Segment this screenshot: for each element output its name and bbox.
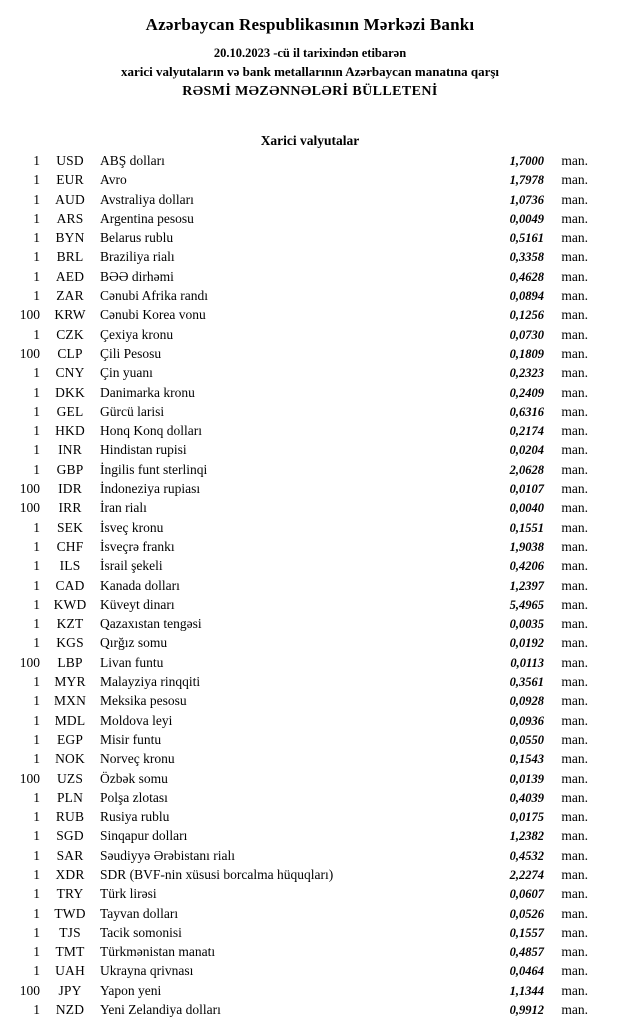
table-row <box>14 230 588 249</box>
currency-name: Yeni Zelandiya dolları <box>100 1002 221 1018</box>
unit-label: man. <box>561 847 588 863</box>
currency-name: Səudiyyə Ərəbistanı rialı <box>100 847 235 863</box>
currency-name: Argentina pesosu <box>100 210 194 226</box>
currency-name: Danimarka kronu <box>100 384 195 400</box>
section-title: Xarici valyutalar <box>260 133 360 148</box>
rate-value: 0,4628 <box>509 269 544 284</box>
unit-label: man. <box>561 654 588 670</box>
currency-name: İran rialı <box>100 500 147 516</box>
currency-name: İndoneziya rupiası <box>100 481 201 497</box>
quantity: 1 <box>33 153 40 168</box>
unit-label: man. <box>561 345 588 361</box>
unit-label: man. <box>561 963 588 979</box>
quantity: 1 <box>33 268 40 284</box>
currency-code: NOK <box>55 751 85 767</box>
currency-name: Gürcü larisi <box>100 403 165 419</box>
quantity: 100 <box>19 654 40 670</box>
currency-code: ILS <box>59 558 81 574</box>
quantity: 1 <box>33 693 40 709</box>
currency-name: BƏƏ dirhəmi <box>100 268 174 284</box>
currency-name: Sinqapur dolları <box>100 828 188 844</box>
scope-line: xarici valyutaların və bank metallarının Azərbaycan manatına qarşı <box>120 64 500 79</box>
quantity: 1 <box>33 384 40 400</box>
rate-value: 0,4532 <box>509 848 544 863</box>
table-row <box>14 481 588 500</box>
currency-code: USD <box>56 153 84 168</box>
table-row <box>14 867 588 886</box>
table-row <box>14 944 588 963</box>
rate-value: 2,2274 <box>509 867 544 882</box>
quantity: 100 <box>19 307 40 323</box>
currency-name: Ukrayna qrivnası <box>100 963 194 979</box>
rate-value: 0,0049 <box>509 211 544 226</box>
currency-code: DKK <box>55 384 85 400</box>
rate-value: 1,2382 <box>509 829 544 844</box>
rate-value: 0,0113 <box>510 655 544 670</box>
quantity: 1 <box>33 596 40 612</box>
quantity: 1 <box>33 866 40 882</box>
currency-name: Malayziya rinqqiti <box>100 674 201 690</box>
quantity: 1 <box>33 210 40 226</box>
rate-value: 0,0550 <box>509 732 544 747</box>
quantity: 1 <box>33 577 40 593</box>
currency-name: Moldova leyi <box>100 712 173 728</box>
currency-code: LBP <box>57 654 83 670</box>
rate-value: 1,7978 <box>509 173 544 188</box>
currency-code: AED <box>55 268 85 284</box>
currency-code: PLN <box>56 789 84 805</box>
currency-name: Polşa zlotası <box>100 789 168 805</box>
currency-code: XDR <box>55 866 85 882</box>
quantity: 100 <box>19 345 40 361</box>
rate-value: 0,1543 <box>509 752 544 767</box>
table-row <box>14 520 588 539</box>
table-row <box>14 963 588 982</box>
quantity: 1 <box>33 751 40 767</box>
quantity: 1 <box>33 924 40 940</box>
currency-name: Livan funtu <box>100 654 164 670</box>
table-row <box>14 616 588 635</box>
currency-code: BRL <box>56 249 84 265</box>
unit-label: man. <box>561 924 588 940</box>
currency-code: CAD <box>55 577 85 593</box>
table-row <box>14 423 588 442</box>
quantity: 1 <box>33 1002 40 1018</box>
table-row <box>14 693 588 712</box>
currency-code: SAR <box>56 847 84 863</box>
table-row <box>14 906 588 925</box>
table-row <box>14 153 588 172</box>
currency-name: Tacik somonisi <box>100 924 182 940</box>
table-row <box>14 346 588 365</box>
currency-code: CHF <box>56 538 84 554</box>
rate-value: 0,0936 <box>509 713 544 728</box>
rate-value: 2,0628 <box>509 462 544 477</box>
quantity: 1 <box>33 944 40 960</box>
currency-code: IDR <box>58 481 82 497</box>
unit-label: man. <box>561 635 588 651</box>
table-row <box>14 211 588 230</box>
rate-value: 0,4857 <box>509 945 544 960</box>
rate-value: 0,9912 <box>509 1003 544 1018</box>
table-row <box>14 404 588 423</box>
quantity: 1 <box>33 519 40 535</box>
currency-name: Türkmənistan manatı <box>100 944 216 960</box>
unit-label: man. <box>561 905 588 921</box>
table-row <box>14 578 588 597</box>
table-row <box>14 288 588 307</box>
unit-label: man. <box>561 828 588 844</box>
currency-name: Türk lirəsi <box>100 886 157 902</box>
rate-value: 0,3561 <box>509 675 544 690</box>
unit-label: man. <box>561 423 588 439</box>
quantity: 1 <box>33 365 40 381</box>
rate-value: 0,0192 <box>509 636 544 651</box>
table-row <box>14 172 588 191</box>
unit-label: man. <box>561 674 588 690</box>
unit-label: man. <box>561 172 588 188</box>
currency-name: Çexiya kronu <box>100 326 174 342</box>
currency-code: AUD <box>55 191 85 207</box>
quantity: 1 <box>33 326 40 342</box>
rate-value: 0,1256 <box>509 308 544 323</box>
table-row <box>14 442 588 461</box>
table-row <box>14 269 588 288</box>
effective-date-line: 20.10.2023 -cü il tarixindən etibarən <box>213 46 407 60</box>
currency-code: SGD <box>56 828 84 844</box>
currency-name: İsveç kronu <box>100 519 164 535</box>
currency-name: İsveçrə frankı <box>100 538 175 554</box>
currency-name: İngilis funt sterlinqi <box>100 461 208 477</box>
quantity: 1 <box>33 712 40 728</box>
quantity: 1 <box>33 461 40 477</box>
unit-label: man. <box>561 751 588 767</box>
currency-name: Belarus rublu <box>100 230 174 246</box>
currency-code: UAH <box>55 963 85 979</box>
currency-name: Norveç kronu <box>100 751 175 767</box>
currency-name: Avro <box>100 172 127 188</box>
quantity: 1 <box>33 789 40 805</box>
unit-label: man. <box>561 982 588 998</box>
currency-code: KRW <box>54 307 86 323</box>
currency-name: ABŞ dolları <box>100 153 165 168</box>
unit-label: man. <box>561 326 588 342</box>
rate-value: 1,1344 <box>509 983 544 998</box>
quantity: 1 <box>33 674 40 690</box>
rate-value: 5,4965 <box>509 597 544 612</box>
quantity: 1 <box>33 172 40 188</box>
currency-name: Avstraliya dolları <box>100 191 194 207</box>
quantity: 1 <box>33 847 40 863</box>
document-header <box>0 15 620 100</box>
rate-value: 0,0526 <box>509 906 544 921</box>
table-row <box>14 771 588 790</box>
currency-code: KZT <box>56 616 84 632</box>
rate-value: 0,0035 <box>509 617 544 632</box>
quantity: 1 <box>33 809 40 825</box>
unit-label: man. <box>561 519 588 535</box>
table-row <box>14 713 588 732</box>
quantity: 1 <box>33 905 40 921</box>
currency-name: Yapon yeni <box>100 982 162 998</box>
unit-label: man. <box>561 230 588 246</box>
currency-code: TRY <box>56 886 84 902</box>
currency-name: Braziliya rialı <box>100 249 175 265</box>
unit-label: man. <box>561 886 588 902</box>
currency-code: CZK <box>56 326 84 342</box>
rate-value: 0,0175 <box>509 810 544 825</box>
rate-value: 0,0204 <box>509 443 544 458</box>
currency-name: Qazaxıstan tengəsi <box>100 616 202 632</box>
currency-name: Özbək somu <box>100 770 168 786</box>
table-row <box>14 635 588 654</box>
currency-code: HKD <box>55 423 85 439</box>
currency-name: Küveyt dinarı <box>100 596 175 612</box>
currency-code: KWD <box>53 596 87 612</box>
currency-name: Çin yuanı <box>100 365 153 381</box>
currency-name: SDR (BVF-nin xüsusi borcalma hüquqları) <box>100 866 334 882</box>
rate-value: 0,0607 <box>509 887 544 902</box>
unit-label: man. <box>561 191 588 207</box>
quantity: 1 <box>33 635 40 651</box>
unit-label: man. <box>561 500 588 516</box>
table-row <box>14 192 588 211</box>
unit-label: man. <box>561 731 588 747</box>
rate-value: 1,9038 <box>509 539 544 554</box>
rate-value: 0,2323 <box>509 366 544 381</box>
table-row <box>14 385 588 404</box>
currency-code: JPY <box>58 982 82 998</box>
currency-code: EUR <box>56 172 84 188</box>
table-row <box>14 539 588 558</box>
rate-value: 0,0894 <box>509 289 544 304</box>
currency-code: GBP <box>56 461 84 477</box>
currency-code: RUB <box>55 809 85 825</box>
rate-value: 0,2409 <box>509 385 544 400</box>
unit-label: man. <box>561 153 588 168</box>
rate-value: 0,3358 <box>509 250 544 265</box>
quantity: 1 <box>33 731 40 747</box>
unit-label: man. <box>561 1002 588 1018</box>
quantity: 100 <box>19 982 40 998</box>
table-row <box>14 848 588 867</box>
rate-value: 0,0464 <box>509 964 544 979</box>
currency-name: Çili Pesosu <box>100 345 162 361</box>
quantity: 1 <box>33 538 40 554</box>
unit-label: man. <box>561 538 588 554</box>
currency-name: Tayvan dolları <box>100 905 179 921</box>
table-row <box>14 655 588 674</box>
unit-label: man. <box>561 210 588 226</box>
rate-value: 1,0736 <box>509 192 544 207</box>
currency-code: TJS <box>59 924 81 940</box>
table-row <box>14 828 588 847</box>
quantity: 1 <box>33 963 40 979</box>
unit-label: man. <box>561 616 588 632</box>
table-row <box>14 1002 588 1021</box>
unit-label: man. <box>561 712 588 728</box>
currency-code: UZS <box>56 770 84 786</box>
table-row <box>14 249 588 268</box>
rate-value: 1,2397 <box>509 578 544 593</box>
rate-value: 0,0928 <box>509 694 544 709</box>
currency-name: Rusiya rublu <box>100 809 170 825</box>
table-row <box>14 674 588 693</box>
unit-label: man. <box>561 268 588 284</box>
currency-name: Cənubi Korea vonu <box>100 307 206 323</box>
currency-code: KGS <box>56 635 84 651</box>
table-row <box>14 500 588 519</box>
table-row <box>14 751 588 770</box>
rate-value: 0,5161 <box>509 231 544 246</box>
currency-name: Qırğız somu <box>100 635 168 651</box>
unit-label: man. <box>561 693 588 709</box>
unit-label: man. <box>561 249 588 265</box>
rate-value: 0,2174 <box>509 424 544 439</box>
unit-label: man. <box>561 558 588 574</box>
rate-value: 0,0139 <box>509 771 544 786</box>
currency-code: TMT <box>55 944 85 960</box>
unit-label: man. <box>561 461 588 477</box>
quantity: 1 <box>33 616 40 632</box>
table-row <box>14 365 588 384</box>
header-subtitle-block <box>0 46 620 100</box>
unit-label: man. <box>561 770 588 786</box>
quantity: 100 <box>19 770 40 786</box>
quantity: 1 <box>33 403 40 419</box>
table-row <box>14 327 588 346</box>
unit-label: man. <box>561 789 588 805</box>
rate-value: 0,4206 <box>509 559 544 574</box>
quantity: 1 <box>33 442 40 458</box>
bulletin-title: RƏSMİ MƏZƏNNƏLƏRİ BÜLLETENİ <box>182 84 438 99</box>
currency-code: ARS <box>56 210 84 226</box>
unit-label: man. <box>561 577 588 593</box>
currency-code: CNY <box>55 365 85 381</box>
quantity: 1 <box>33 191 40 207</box>
currency-name: Misir funtu <box>100 731 162 747</box>
table-row <box>14 307 588 326</box>
quantity: 1 <box>33 886 40 902</box>
table-row <box>14 732 588 751</box>
currency-name: Kanada dolları <box>100 577 180 593</box>
unit-label: man. <box>561 403 588 419</box>
currency-name: İsrail şekeli <box>100 558 163 574</box>
rate-value: 0,6316 <box>509 404 544 419</box>
table-row <box>14 790 588 809</box>
rate-value: 0,1809 <box>509 346 544 361</box>
currency-name: Cənubi Afrika randı <box>100 288 208 304</box>
currency-code: GEL <box>56 403 84 419</box>
rate-value: 0,1557 <box>509 925 544 940</box>
rates-table <box>0 153 620 1021</box>
rate-value: 0,0730 <box>509 327 544 342</box>
quantity: 1 <box>33 288 40 304</box>
quantity: 1 <box>33 828 40 844</box>
unit-label: man. <box>561 288 588 304</box>
currency-code: BYN <box>55 230 85 246</box>
unit-label: man. <box>561 944 588 960</box>
unit-label: man. <box>561 307 588 323</box>
currency-code: ZAR <box>56 288 84 304</box>
table-row <box>14 462 588 481</box>
bank-name: Azərbaycan Respublikasının Mərkəzi Bankı <box>145 15 475 34</box>
unit-label: man. <box>561 442 588 458</box>
quantity: 100 <box>19 500 40 516</box>
currency-name: Honq Konq dolları <box>100 423 202 439</box>
currency-code: EGP <box>56 731 84 747</box>
quantity: 1 <box>33 249 40 265</box>
rate-value: 1,7000 <box>509 154 544 168</box>
table-row <box>14 597 588 616</box>
currency-code: MYR <box>54 674 86 690</box>
unit-label: man. <box>561 365 588 381</box>
unit-label: man. <box>561 866 588 882</box>
unit-label: man. <box>561 809 588 825</box>
table-row <box>14 558 588 577</box>
currency-code: MDL <box>54 712 86 728</box>
currency-code: IRR <box>58 500 82 516</box>
rate-value: 0,0040 <box>509 501 544 516</box>
table-row <box>14 886 588 905</box>
table-row <box>14 983 588 1002</box>
currency-code: INR <box>58 442 82 458</box>
currency-code: MXN <box>53 693 87 709</box>
currency-code: TWD <box>54 905 86 921</box>
currency-code: SEK <box>56 519 84 535</box>
quantity: 100 <box>19 481 40 497</box>
currency-code: NZD <box>55 1002 85 1018</box>
currency-name: Hindistan rupisi <box>100 442 187 458</box>
table-row <box>14 809 588 828</box>
rate-value: 0,0107 <box>509 482 544 497</box>
unit-label: man. <box>561 481 588 497</box>
unit-label: man. <box>561 596 588 612</box>
currency-code: CLP <box>57 345 83 361</box>
unit-label: man. <box>561 384 588 400</box>
rate-value: 0,1551 <box>509 520 544 535</box>
table-row <box>14 925 588 944</box>
currency-name: Meksika pesosu <box>100 693 187 709</box>
quantity: 1 <box>33 558 40 574</box>
quantity: 1 <box>33 230 40 246</box>
quantity: 1 <box>33 423 40 439</box>
rate-value: 0,4039 <box>509 790 544 805</box>
